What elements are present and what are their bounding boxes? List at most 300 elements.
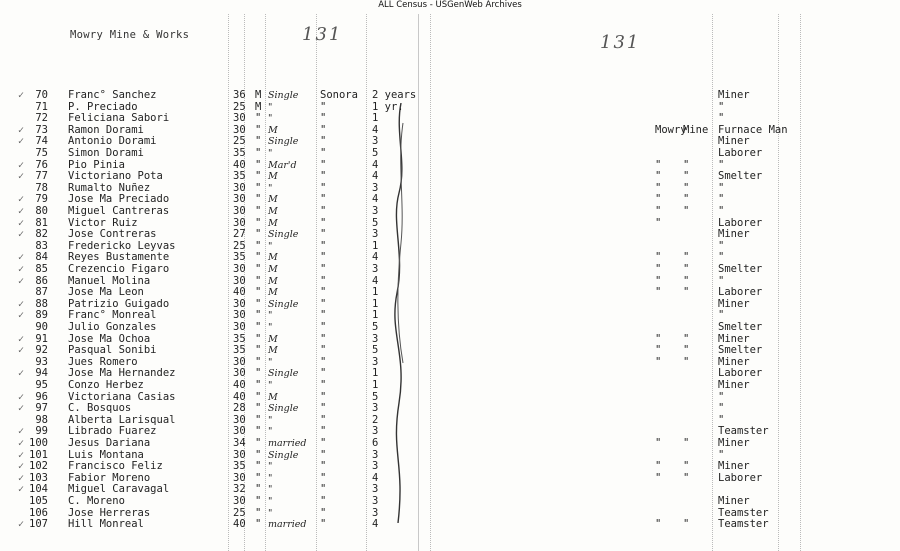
person-name: Jose Herreras xyxy=(68,506,151,519)
line-number: 105 xyxy=(29,495,48,507)
birthplace: " xyxy=(320,344,327,357)
years-in-territory: 1 xyxy=(372,367,379,380)
sex: " xyxy=(255,321,262,333)
occupation: Smelter xyxy=(718,263,763,275)
row-check-mark: ✓ xyxy=(18,159,25,171)
birthplace: " xyxy=(320,425,327,438)
person-name: Hill Monreal xyxy=(68,518,144,531)
marital-status: M xyxy=(268,124,278,136)
sex: " xyxy=(255,193,262,206)
sex: M xyxy=(255,100,262,113)
birthplace: " xyxy=(320,471,327,484)
birthplace: " xyxy=(320,228,327,241)
table-row xyxy=(0,148,900,160)
line-number: 99 xyxy=(35,425,48,438)
line-number: 98 xyxy=(35,413,48,426)
years-in-territory: 4 xyxy=(372,274,379,287)
employer-name: " xyxy=(655,286,662,299)
years-in-territory: 3 xyxy=(372,506,379,519)
years-in-territory: 1 xyxy=(372,286,379,299)
occupation: Miner xyxy=(718,437,750,449)
marital-status: " xyxy=(268,414,273,426)
occupation: Smelter xyxy=(718,170,763,183)
marital-status: " xyxy=(268,113,273,125)
site-header: ALL Census - USGenWeb Archives xyxy=(378,0,522,10)
employer-name: " xyxy=(655,471,662,484)
age: 30 xyxy=(233,193,246,206)
employer-type: " xyxy=(683,193,690,206)
marital-status: " xyxy=(268,101,273,113)
marital-status: " xyxy=(268,148,273,159)
birthplace: Sonora xyxy=(320,89,358,101)
marital-status: M xyxy=(268,252,278,264)
years-in-territory: 1 yr. xyxy=(372,100,404,113)
birthplace: " xyxy=(320,379,327,391)
years-in-territory: 3 xyxy=(372,448,379,461)
person-name: Miguel Caravagal xyxy=(68,483,170,496)
employer-type: " xyxy=(683,286,690,299)
birthplace: " xyxy=(320,286,327,299)
line-number: 101 xyxy=(29,448,48,461)
marital-status: " xyxy=(268,461,273,473)
row-check-mark: ✓ xyxy=(18,333,25,345)
employer-name: " xyxy=(655,344,662,357)
marital-status: M xyxy=(268,391,278,403)
age: 25 xyxy=(233,135,246,148)
sex: " xyxy=(255,471,262,484)
age: 30 xyxy=(233,123,246,136)
table-row xyxy=(0,90,900,102)
row-check-mark: ✓ xyxy=(18,136,25,148)
birthplace: " xyxy=(320,100,327,113)
marital-status: " xyxy=(268,507,273,519)
birthplace: " xyxy=(320,518,327,531)
age: 25 xyxy=(233,100,246,113)
years-in-territory: 2 xyxy=(372,413,379,426)
marital-status: Single xyxy=(268,449,299,461)
row-check-mark: ✓ xyxy=(18,484,25,496)
row-check-mark: ✓ xyxy=(18,124,25,136)
marital-status: Single xyxy=(268,298,299,310)
line-number: 71 xyxy=(35,100,48,113)
age: 30 xyxy=(233,355,246,368)
line-number: 79 xyxy=(35,193,48,206)
sex: " xyxy=(255,297,262,310)
line-number: 100 xyxy=(29,437,48,449)
occupation: " xyxy=(718,112,725,125)
occupation: Miner xyxy=(718,379,750,391)
employer-type: " xyxy=(683,332,690,345)
row-check-mark: ✓ xyxy=(18,298,25,310)
table-row xyxy=(0,392,900,404)
years-in-territory: 1 xyxy=(372,309,379,322)
person-name: Victoriana Casias xyxy=(68,390,176,403)
marital-status: Single xyxy=(268,90,299,101)
sex: " xyxy=(255,379,262,391)
years-in-territory: 4 xyxy=(372,193,379,206)
line-number: 75 xyxy=(35,147,48,159)
person-name: Julio Gonzales xyxy=(68,321,157,333)
row-check-mark: ✓ xyxy=(18,217,25,229)
line-number: 90 xyxy=(35,321,48,333)
occupation: Smelter xyxy=(718,321,763,333)
sex: " xyxy=(255,205,262,217)
birthplace: " xyxy=(320,460,327,473)
age: 30 xyxy=(233,112,246,125)
line-number: 74 xyxy=(35,135,48,148)
years-in-territory: 3 xyxy=(372,228,379,241)
marital-status: M xyxy=(268,333,278,345)
marital-status: married xyxy=(268,438,307,449)
employer-name: " xyxy=(655,460,662,473)
marital-status: married xyxy=(268,519,307,531)
row-check-mark: ✓ xyxy=(18,345,25,357)
person-name: Simon Dorami xyxy=(68,147,144,159)
occupation: Miner xyxy=(718,332,750,345)
occupation: Miner xyxy=(718,355,750,368)
sex: M xyxy=(255,89,262,101)
birthplace: " xyxy=(320,135,327,148)
sex: " xyxy=(255,390,262,403)
occupation: Miner xyxy=(718,89,750,101)
marital-status: M xyxy=(268,217,278,229)
sex: " xyxy=(255,286,262,299)
marital-status: Mar'd xyxy=(268,159,297,171)
employer-name: " xyxy=(655,251,662,264)
line-number: 76 xyxy=(35,158,48,171)
line-number: 94 xyxy=(35,367,48,380)
table-row xyxy=(0,496,900,508)
sex: " xyxy=(255,402,262,415)
person-name: Manuel Molina xyxy=(68,274,151,287)
table-row xyxy=(0,380,900,392)
line-number: 70 xyxy=(35,89,48,101)
person-name: C. Moreno xyxy=(68,495,125,507)
sex: " xyxy=(255,309,262,322)
marital-status: Single xyxy=(268,229,299,241)
person-name: Rumalto Nuñez xyxy=(68,181,151,194)
sex: " xyxy=(255,228,262,241)
sex: " xyxy=(255,460,262,473)
sex: " xyxy=(255,483,262,496)
occupation: Furnace Man xyxy=(718,123,788,136)
marital-status: " xyxy=(268,240,273,252)
person-name: P. Preciado xyxy=(68,100,138,113)
table-row xyxy=(0,519,900,531)
sex: " xyxy=(255,344,262,357)
line-number: 78 xyxy=(35,181,48,194)
employer-name: " xyxy=(655,216,662,229)
years-in-territory: 4 xyxy=(372,170,379,183)
occupation: " xyxy=(718,158,725,171)
occupation: " xyxy=(718,205,725,217)
occupation: Laborer xyxy=(718,216,763,229)
employer-type: " xyxy=(683,355,690,368)
years-in-territory: 4 xyxy=(372,518,379,531)
employer-name: " xyxy=(655,205,662,217)
occupation: " xyxy=(718,413,725,426)
employer-name: " xyxy=(655,181,662,194)
sex: " xyxy=(255,413,262,426)
age: 27 xyxy=(233,228,246,241)
age: 30 xyxy=(233,216,246,229)
person-name: Victor Ruiz xyxy=(68,216,138,229)
sex: " xyxy=(255,251,262,264)
age: 35 xyxy=(233,170,246,183)
employer-name: " xyxy=(655,170,662,183)
right-page-number: 131 xyxy=(600,32,641,53)
occupation: Miner xyxy=(718,495,750,507)
birthplace: " xyxy=(320,297,327,310)
occupation: " xyxy=(718,448,725,461)
sex: " xyxy=(255,147,262,159)
age: 30 xyxy=(233,413,246,426)
age: 35 xyxy=(233,147,246,159)
person-name: Antonio Dorami xyxy=(68,135,157,148)
sex: " xyxy=(255,239,262,252)
birthplace: " xyxy=(320,506,327,519)
row-check-mark: ✓ xyxy=(18,275,25,287)
employer-type: " xyxy=(683,437,690,449)
years-in-territory: 3 xyxy=(372,402,379,415)
person-name: Conzo Herbez xyxy=(68,379,144,391)
age: 30 xyxy=(233,425,246,438)
marital-status: " xyxy=(268,310,273,322)
birthplace: " xyxy=(320,413,327,426)
age: 40 xyxy=(233,518,246,531)
age: 30 xyxy=(233,297,246,310)
age: 30 xyxy=(233,495,246,507)
employer-type: Mine xyxy=(683,123,709,136)
years-in-territory: 4 xyxy=(372,471,379,484)
age: 25 xyxy=(233,239,246,252)
person-name: Jose Ma Hernandez xyxy=(68,367,176,380)
person-name: Miguel Cantreras xyxy=(68,205,170,217)
employer-name: " xyxy=(655,193,662,206)
sex: " xyxy=(255,506,262,519)
person-name: Pasqual Sonibi xyxy=(68,344,157,357)
row-check-mark: ✓ xyxy=(18,310,25,322)
age: 32 xyxy=(233,483,246,496)
row-check-mark: ✓ xyxy=(18,229,25,241)
person-name: Feliciana Sabori xyxy=(68,112,170,125)
row-check-mark: ✓ xyxy=(18,368,25,380)
sex: " xyxy=(255,181,262,194)
marital-status: " xyxy=(268,426,273,438)
sex: " xyxy=(255,448,262,461)
marital-status: Single xyxy=(268,368,299,380)
employer-name: " xyxy=(655,437,662,449)
employer-type: " xyxy=(683,205,690,217)
birthplace: " xyxy=(320,123,327,136)
birthplace: " xyxy=(320,321,327,333)
person-name: Jues Romero xyxy=(68,355,138,368)
line-number: 87 xyxy=(35,286,48,299)
years-in-territory: 2 years xyxy=(372,89,417,101)
person-name: Reyes Bustamente xyxy=(68,251,170,264)
years-in-territory: 3 xyxy=(372,263,379,275)
birthplace: " xyxy=(320,402,327,415)
line-number: 77 xyxy=(35,170,48,183)
row-check-mark: ✓ xyxy=(18,449,25,461)
years-in-territory: 5 xyxy=(372,390,379,403)
occupation: " xyxy=(718,100,725,113)
person-name: Ramon Dorami xyxy=(68,123,144,136)
line-number: 107 xyxy=(29,518,48,531)
marital-status: " xyxy=(268,380,273,391)
line-number: 73 xyxy=(35,123,48,136)
page-title: Mowry Mine & Works xyxy=(70,29,190,41)
birthplace: " xyxy=(320,448,327,461)
line-number: 84 xyxy=(35,251,48,264)
age: 28 xyxy=(233,402,246,415)
age: 35 xyxy=(233,332,246,345)
person-name: Patrizio Guigado xyxy=(68,297,170,310)
age: 35 xyxy=(233,344,246,357)
age: 40 xyxy=(233,286,246,299)
marital-status: Single xyxy=(268,403,299,415)
years-in-territory: 5 xyxy=(372,147,379,159)
line-number: 104 xyxy=(29,483,48,496)
line-number: 89 xyxy=(35,309,48,322)
row-check-mark: ✓ xyxy=(18,391,25,403)
birthplace: " xyxy=(320,309,327,322)
occupation: Teamster xyxy=(718,506,769,519)
marital-status: M xyxy=(268,275,278,287)
employer-type: " xyxy=(683,471,690,484)
occupation: Laborer xyxy=(718,286,763,299)
person-name: Luis Montana xyxy=(68,448,144,461)
line-number: 97 xyxy=(35,402,48,415)
occupation: Teamster xyxy=(718,425,769,438)
age: 30 xyxy=(233,367,246,380)
employer-name: " xyxy=(655,332,662,345)
left-page-number: 131 xyxy=(302,24,343,45)
person-name: Franc° Sanchez xyxy=(68,89,157,101)
occupation: Smelter xyxy=(718,344,763,357)
person-name: Librado Fuarez xyxy=(68,425,157,438)
years-in-territory: 4 xyxy=(372,123,379,136)
birthplace: " xyxy=(320,367,327,380)
table-row xyxy=(0,484,900,496)
employer-name: " xyxy=(655,158,662,171)
marital-status: " xyxy=(268,322,273,333)
occupation: " xyxy=(718,274,725,287)
row-check-mark: ✓ xyxy=(18,252,25,264)
years-in-territory: 5 xyxy=(372,321,379,333)
birthplace: " xyxy=(320,495,327,507)
age: 30 xyxy=(233,181,246,194)
employer-type: " xyxy=(683,181,690,194)
employer-type: " xyxy=(683,251,690,264)
person-name: Alberta Larisqual xyxy=(68,413,176,426)
age: 34 xyxy=(233,437,246,449)
employer-type: " xyxy=(683,344,690,357)
row-check-mark: ✓ xyxy=(18,264,25,275)
line-number: 85 xyxy=(35,263,48,275)
marital-status: Single xyxy=(268,136,299,148)
person-name: Jose Ma Leon xyxy=(68,286,144,299)
occupation: " xyxy=(718,251,725,264)
line-number: 81 xyxy=(35,216,48,229)
line-number: 80 xyxy=(35,205,48,217)
birthplace: " xyxy=(320,181,327,194)
occupation: Laborer xyxy=(718,367,763,380)
age: 40 xyxy=(233,158,246,171)
age: 35 xyxy=(233,460,246,473)
sex: " xyxy=(255,367,262,380)
years-in-territory: 1 xyxy=(372,379,379,391)
years-in-territory: 4 xyxy=(372,251,379,264)
birthplace: " xyxy=(320,170,327,183)
age: 30 xyxy=(233,321,246,333)
person-name: Victoriano Pota xyxy=(68,170,163,183)
marital-status: M xyxy=(268,206,278,217)
row-check-mark: ✓ xyxy=(18,171,25,183)
person-name: Franc° Monreal xyxy=(68,309,157,322)
row-check-mark: ✓ xyxy=(18,519,25,531)
years-in-territory: 3 xyxy=(372,355,379,368)
age: 36 xyxy=(233,89,246,101)
line-number: 82 xyxy=(35,228,48,241)
marital-status: " xyxy=(268,496,273,507)
years-in-territory: 3 xyxy=(372,135,379,148)
line-number: 83 xyxy=(35,239,48,252)
person-name: Francisco Feliz xyxy=(68,460,163,473)
marital-status: M xyxy=(268,264,278,275)
birthplace: " xyxy=(320,239,327,252)
birthplace: " xyxy=(320,483,327,496)
person-name: Jose Ma Preciado xyxy=(68,193,170,206)
sex: " xyxy=(255,437,262,449)
employer-name: " xyxy=(655,355,662,368)
occupation: Miner xyxy=(718,228,750,241)
employer-type: " xyxy=(683,263,690,275)
person-name: Crezencio Figaro xyxy=(68,263,170,275)
employer-type: " xyxy=(683,158,690,171)
employer-type: " xyxy=(683,274,690,287)
table-row xyxy=(0,264,900,276)
sex: " xyxy=(255,158,262,171)
birthplace: " xyxy=(320,390,327,403)
line-number: 95 xyxy=(35,379,48,391)
occupation: Laborer xyxy=(718,471,763,484)
row-check-mark: ✓ xyxy=(18,461,25,473)
age: 30 xyxy=(233,263,246,275)
sex: " xyxy=(255,355,262,368)
person-name: Fredericko Leyvas xyxy=(68,239,176,252)
occupation: " xyxy=(718,239,725,252)
occupation: Laborer xyxy=(718,147,763,159)
years-in-territory: 3 xyxy=(372,495,379,507)
occupation: " xyxy=(718,402,725,415)
person-name: C. Bosquos xyxy=(68,402,132,415)
employer-type: " xyxy=(683,518,690,531)
sex: " xyxy=(255,274,262,287)
employer-type: " xyxy=(683,170,690,183)
occupation: " xyxy=(718,193,725,206)
years-in-territory: 1 xyxy=(372,297,379,310)
line-number: 103 xyxy=(29,471,48,484)
age: 30 xyxy=(233,274,246,287)
years-in-territory: 3 xyxy=(372,460,379,473)
years-in-territory: 4 xyxy=(372,158,379,171)
person-name: Pio Pinia xyxy=(68,158,125,171)
person-name: Jesus Dariana xyxy=(68,437,151,449)
person-name: Fabior Moreno xyxy=(68,471,151,484)
birthplace: " xyxy=(320,263,327,275)
birthplace: " xyxy=(320,355,327,368)
